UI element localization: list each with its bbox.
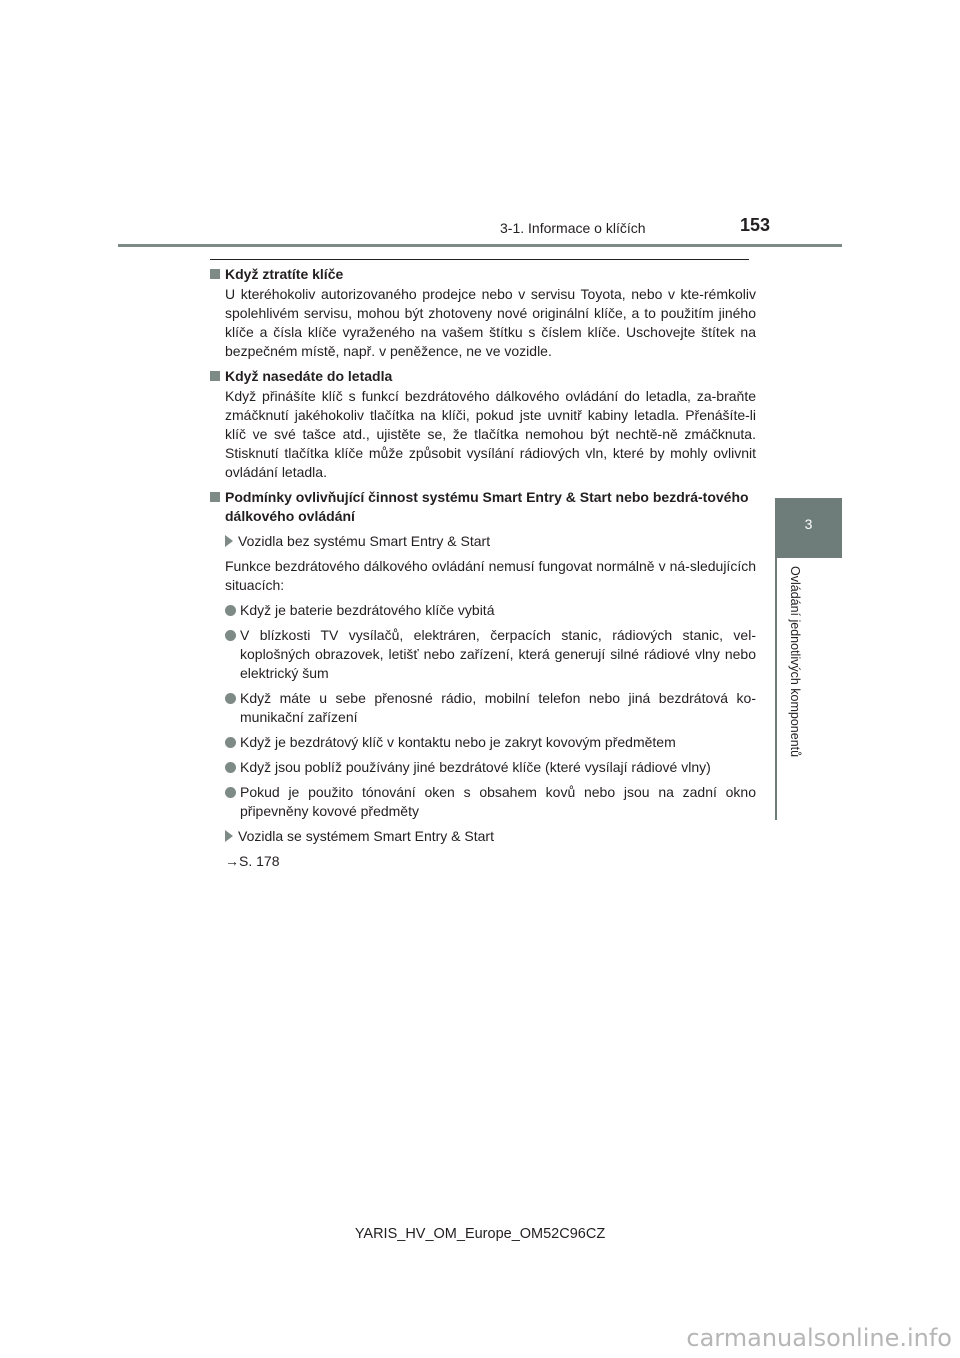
list-item-text: Když je bezdrátový klíč v kontaktu nebo je zakryt kovovým předmětem: [240, 734, 676, 750]
subheading: [210, 532, 756, 551]
list-item-text: Když jsou poblíž používány jiné bezdrátové klíče (které vysílají rádiové vlny): [240, 759, 711, 775]
section-heading-text: Když ztratíte klíče: [225, 266, 344, 282]
section-heading: [210, 367, 756, 386]
section-paragraph: U kteréhokoliv autorizovaného prodejce nebo v servisu Toyota, nebo v kte-rémkoliv spolehlivém servisu, mohou být zhotoveny nové originální klíče, a to použitím jiného klíče a čísla klíče vyraženého na vašem štítku s číslem klíče. Uschovejte štítek na bezpečném místě, např. v peněžence, ne ve vozidle.: [225, 286, 756, 359]
list-item: [210, 689, 756, 727]
list-item: [210, 601, 756, 620]
header-divider: [118, 244, 842, 247]
list-item: [210, 783, 756, 821]
subheading: [210, 827, 756, 846]
section-heading-text: Když nasedáte do letadla: [225, 368, 393, 384]
section-heading-text: Podmínky ovlivňující činnost systému Smart Entry & Start nebo bezdrá-tového dálkového ovládání: [225, 489, 749, 524]
square-bullet-icon: [210, 492, 220, 502]
list-item: [210, 758, 756, 777]
round-bullet-icon: [225, 605, 236, 616]
chapter-number: 3: [804, 516, 813, 532]
list-item: [210, 626, 756, 683]
chapter-tab[interactable]: [775, 498, 842, 558]
round-bullet-icon: [225, 737, 236, 748]
list-item-text: Když je baterie bezdrátového klíče vybitá: [240, 602, 495, 618]
section-paragraph: Když přinášíte klíč s funkcí bezdrátového dálkového ovládání do letadla, za-braňte zmáčknutí jakéhokoliv tlačítka na klíči, pokud jste uvnitř kabiny letadla. Přenášíte-li klíč ve své tašce atd., ujistěte se, že tlačítka nemohou být nechtě-ně zmáčknuta. Stisknutí tlačítka klíče může způsobit vysílání rádiových vln, které by mohly ovlivnit ovládání letadla.: [225, 388, 756, 480]
round-bullet-icon: [225, 787, 236, 798]
chapter-label: Ovládání jednotlivých komponentů: [788, 566, 802, 758]
square-bullet-icon: [210, 371, 220, 381]
triangle-bullet-icon: [225, 830, 233, 842]
watermark: carmanualsonline.info: [686, 1324, 952, 1352]
round-bullet-icon: [225, 762, 236, 773]
page-reference-link[interactable]: →S. 178: [225, 853, 280, 869]
section-heading: [210, 488, 756, 526]
chapter-tab-line: [775, 558, 777, 820]
page-content: [210, 265, 756, 871]
subheading-text: Vozidla bez systému Smart Entry & Start: [238, 533, 491, 549]
section-heading: [210, 265, 756, 284]
list-item-text: Pokud je použito tónování oken s obsahem kovů nebo jsou na zadní okno připevněny kovové předměty: [240, 784, 756, 819]
triangle-bullet-icon: [225, 535, 233, 547]
square-bullet-icon: [210, 269, 220, 279]
list-item: [210, 733, 756, 752]
subheading-text: Vozidla se systémem Smart Entry & Start: [238, 828, 494, 844]
round-bullet-icon: [225, 630, 236, 641]
document-id: YARIS_HV_OM_Europe_OM52C96CZ: [354, 1226, 606, 1242]
section-title: 3-1. Informace o klíčích: [500, 220, 646, 236]
list-item-text: Když máte u sebe přenosné rádio, mobilní telefon nebo jiná bezdrátová ko-munikační zařízení: [240, 690, 756, 725]
list-item-text: V blízkosti TV vysílačů, elektráren, čerpacích stanic, rádiových stanic, vel-koplošných obrazovek, letišť nebo zařízení, která generují silné rádiové vlny nebo elektrický šum: [240, 627, 756, 681]
section-paragraph: Funkce bezdrátového dálkového ovládání nemusí fungovat normálně v ná-sledujících situacích:: [225, 558, 756, 593]
page-number: 153: [740, 215, 771, 235]
content-divider: [210, 259, 749, 260]
round-bullet-icon: [225, 693, 236, 704]
